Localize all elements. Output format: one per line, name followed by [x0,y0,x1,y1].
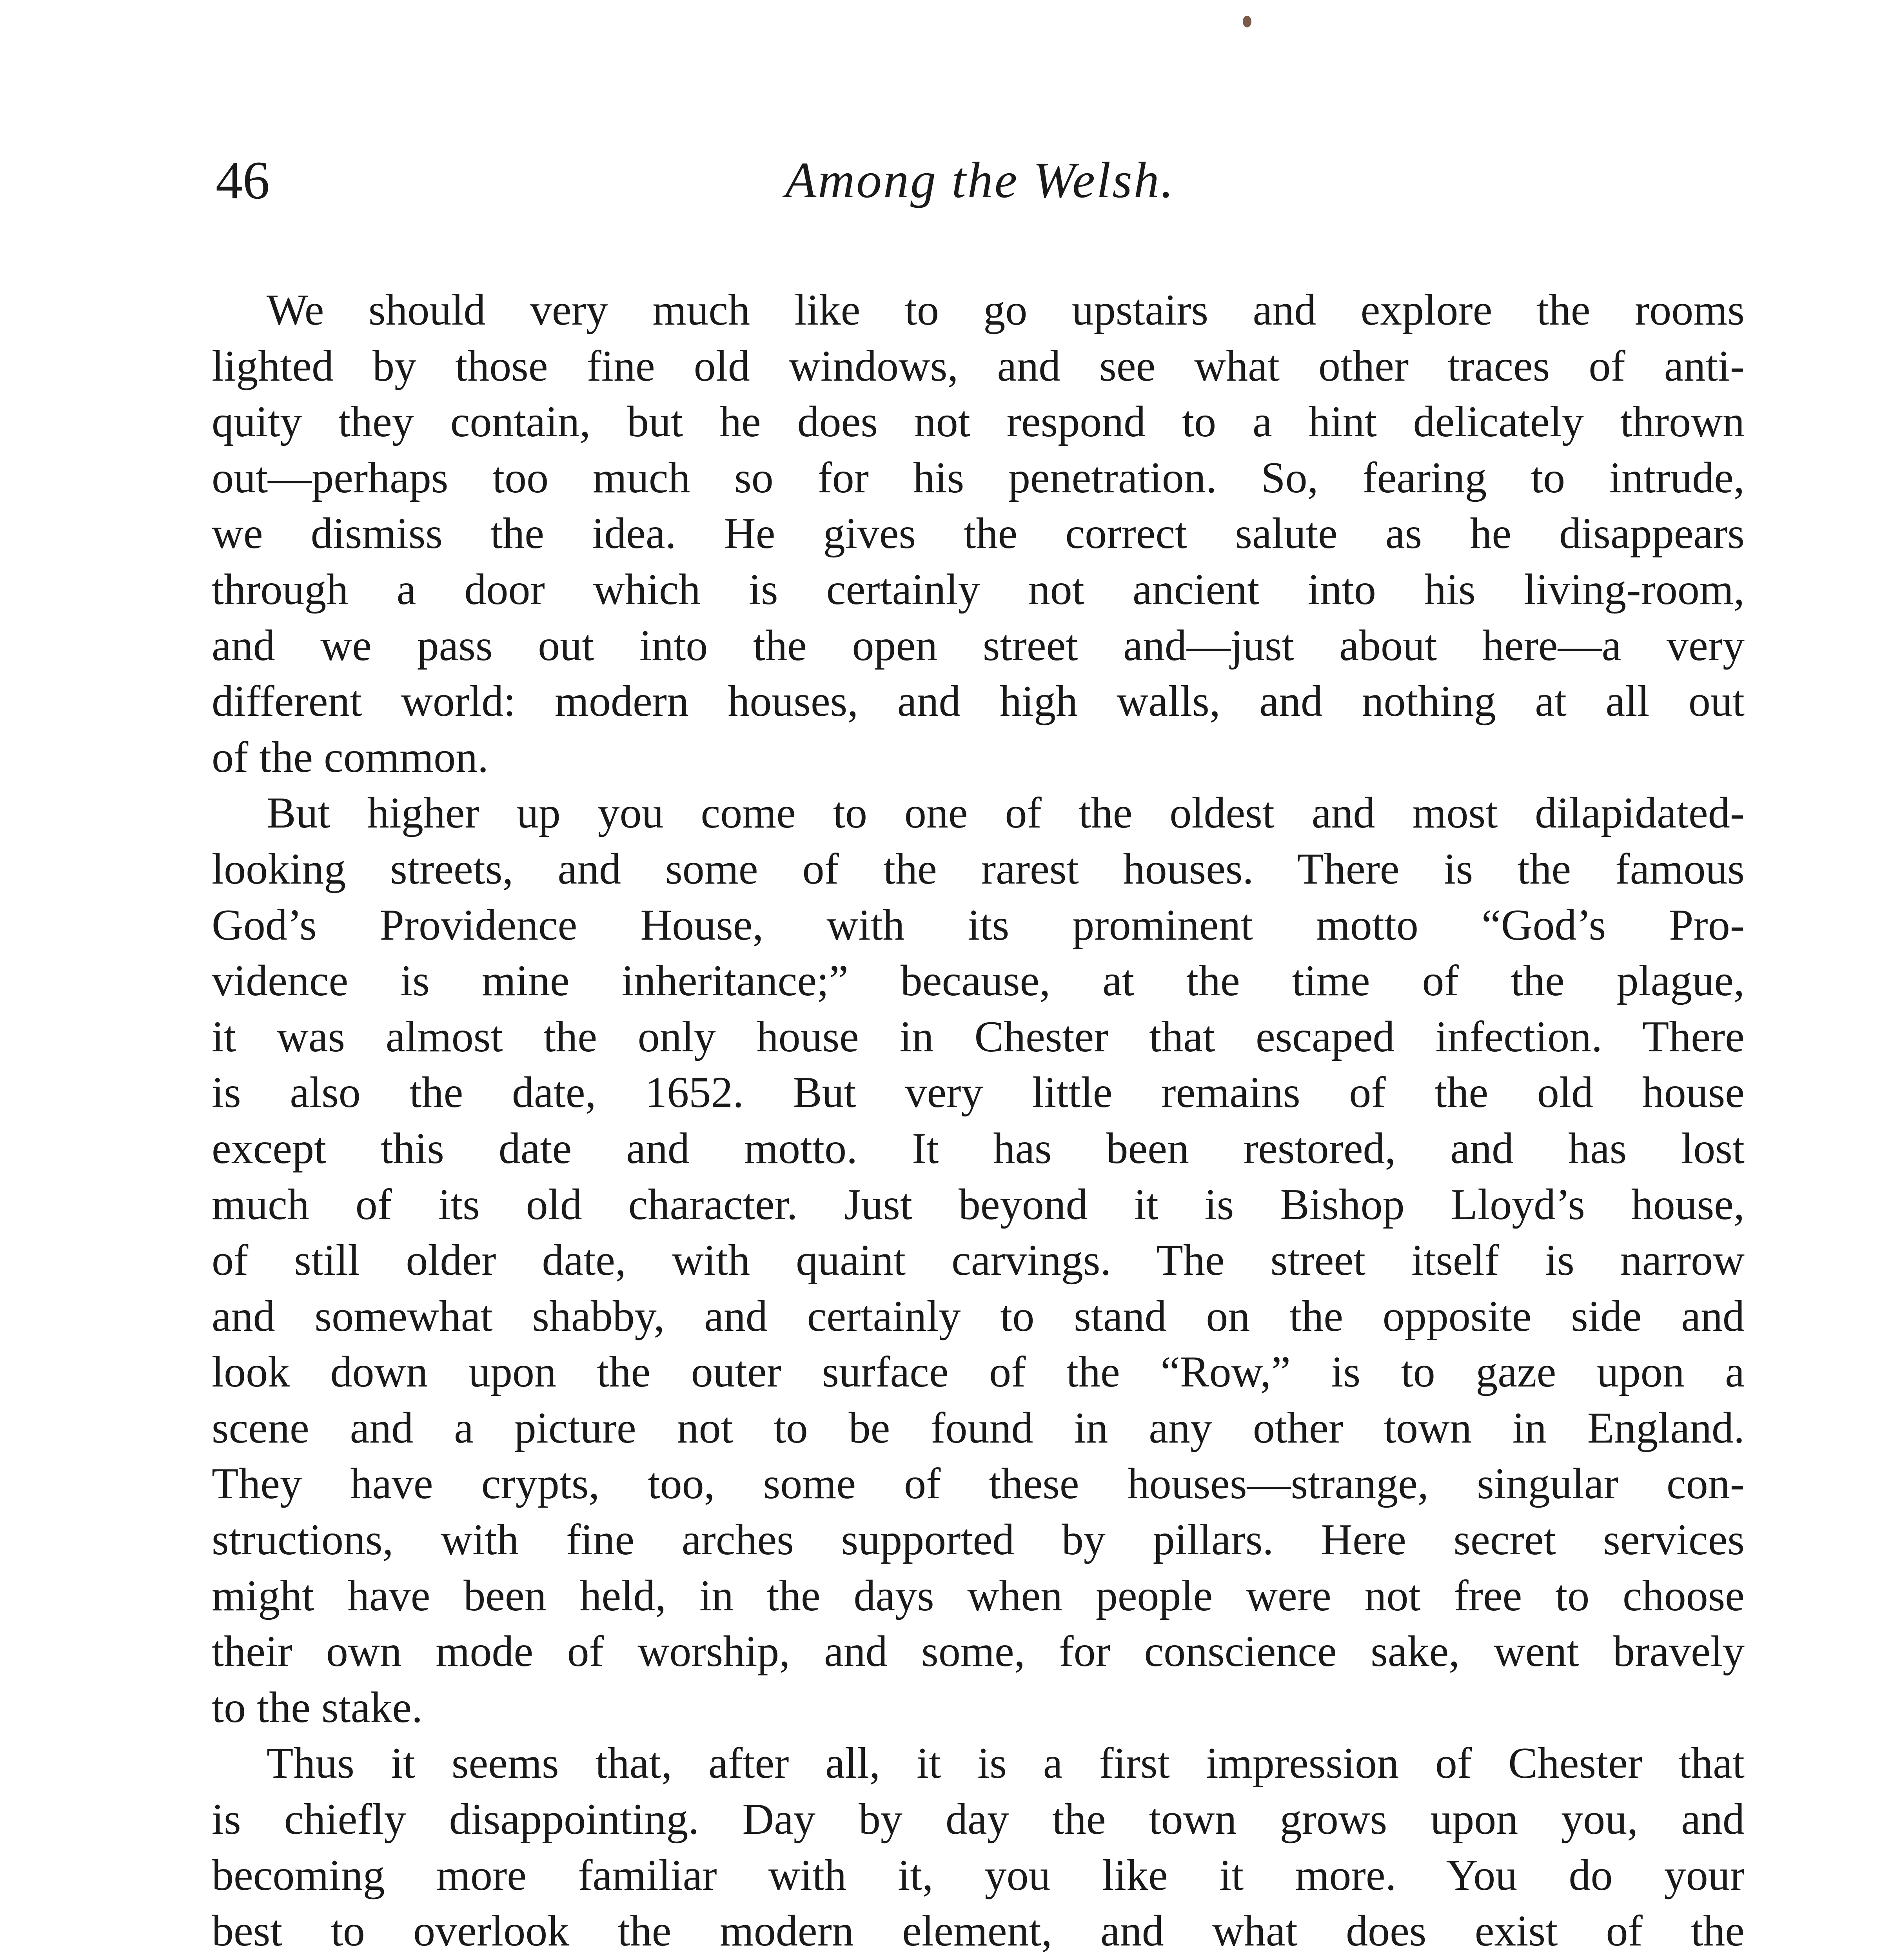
text-line: quity they contain, but he does not respond to a hint delicately thrown [212,397,1745,446]
text-line: their own mode of worship, and some, for conscience sake, went bravely [212,1627,1745,1676]
text-line: and we pass out into the open street and—just about here—a very [212,621,1745,670]
text-line: look down upon the outer surface of the “Row,” is to gaze upon a [212,1348,1745,1397]
paragraph [212,282,1745,785]
text-line: is chiefly disappointing. Day by day the town grows upon you, and [212,1795,1745,1844]
running-title: Among the Welsh. [785,152,1175,209]
text-line: becoming more familiar with it, you like it more. You do your [212,1851,1745,1900]
text-line: They have crypts, too, some of these houses—strange, singular con- [212,1459,1745,1508]
text-line: different world: modern houses, and high walls, and nothing at all out [212,677,1745,726]
text-line: much of its old character. Just beyond it is Bishop Lloyd’s house, [212,1180,1745,1229]
text-line: But higher up you come to one of the oldest and most dilapidated- [267,789,1745,838]
text-line: we dismiss the idea. He gives the correct salute as he disappears [212,509,1745,558]
text-line: it was almost the only house in Chester that escaped infection. There [212,1012,1745,1061]
text-line: structions, with fine arches supported by pillars. Here secret services [212,1515,1745,1564]
text-line: is also the date, 1652. But very little remains of the old house [212,1068,1745,1117]
text-line: through a door which is certainly not ancient into his living-room, [212,565,1745,614]
text-line: scene and a picture not to be found in any other town in England. [212,1403,1745,1452]
page-header [216,149,1745,227]
text-line: of still older date, with quaint carvings. The street itself is narrow [212,1236,1745,1285]
text-line: out—perhaps too much so for his penetration. So, fearing to intrude, [212,453,1745,502]
text-line: and somewhat shabby, and certainly to stand on the opposite side and [212,1292,1745,1341]
body-text [212,282,1745,1960]
text-line: God’s Providence House, with its prominent motto “God’s Pro- [212,900,1745,949]
paragraph [212,785,1745,1735]
text-line: lighted by those fine old windows, and see what other traces of anti- [212,341,1745,390]
ink-speck [1243,16,1251,27]
text-line: Thus it seems that, after all, it is a first impression of Chester that [267,1739,1745,1788]
text-line: might have been held, in the days when people were not free to choose [212,1571,1745,1620]
text-line: to the stake. [212,1683,423,1732]
paragraph [212,1735,1745,1960]
text-line: vidence is mine inheritance;” because, at the time of the plague, [212,956,1745,1005]
text-line: of the common. [212,733,489,782]
page-number: 46 [216,150,270,210]
text-line: We should very much like to go upstairs and explore the rooms [267,286,1745,334]
text-line: best to overlook the modern element, and what does exist of the [212,1907,1745,1956]
text-line: looking streets, and some of the rarest houses. There is the famous [212,844,1745,893]
text-line: except this date and motto. It has been restored, and has lost [212,1124,1745,1173]
